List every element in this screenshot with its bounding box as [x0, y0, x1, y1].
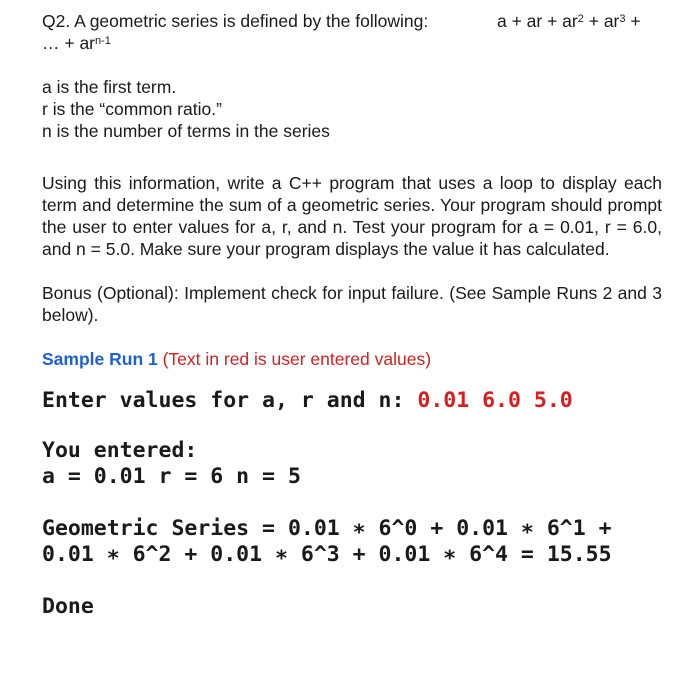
- exponent-n-minus-1: n-1: [95, 34, 111, 47]
- bonus-paragraph: Bonus (Optional): Implement check for input failure. (See Sample Runs 2 and 3 below).: [42, 283, 662, 325]
- prompt-line: [42, 388, 662, 414]
- question-heading: [42, 10, 662, 32]
- series-output-line-1: Geometric Series = 0.01 ∗ 6^0 + 0.01 ∗ 6^1 +: [42, 516, 612, 541]
- user-input-values: 0.01 6.0 5.0: [417, 388, 573, 413]
- definition-r: r is the “common ratio.”: [42, 99, 222, 119]
- exponent-2: 2: [577, 12, 584, 25]
- sample-run-note: (Text in red is user entered values): [157, 349, 432, 369]
- series-output-line-2: 0.01 ∗ 6^2 + 0.01 ∗ 6^3 + 0.01 ∗ 6^4 = 15.55: [42, 542, 612, 567]
- entered-values-line: a = 0.01 r = 6 n = 5: [42, 464, 301, 489]
- series-formula-end: +: [625, 11, 641, 31]
- series-formula-start: a + ar + ar: [497, 11, 578, 31]
- sample-run-label: Sample Run 1: [42, 349, 158, 369]
- question-label: Q2.: [42, 11, 71, 31]
- series-continuation-text: … + ar: [42, 33, 96, 53]
- series-formula: [497, 10, 641, 32]
- you-entered-line: You entered:: [42, 438, 198, 463]
- document: [42, 10, 662, 620]
- series-continuation: [42, 32, 662, 54]
- instructions-paragraph: Using this information, write a C++ program that uses a loop to display each term and determine the sum of a geometric series. Your program should prompt the user to enter values for a, r, and n. Test your program for a = 0.01, r = 6.0, and n = 5.0. Make sure your program displays the value it has calculated.: [42, 173, 662, 259]
- question-intro: A geometric series is defined by the following:: [74, 11, 429, 31]
- exponent-3: 3: [619, 12, 626, 25]
- series-formula-mid: + ar: [583, 11, 620, 31]
- prompt-text: Enter values for a, r and n:: [42, 388, 418, 413]
- definition-n: n is the number of terms in the series: [42, 121, 330, 141]
- sample-run-heading: [42, 348, 662, 370]
- definition-a: a is the first term.: [42, 77, 177, 97]
- done-line: Done: [42, 594, 94, 619]
